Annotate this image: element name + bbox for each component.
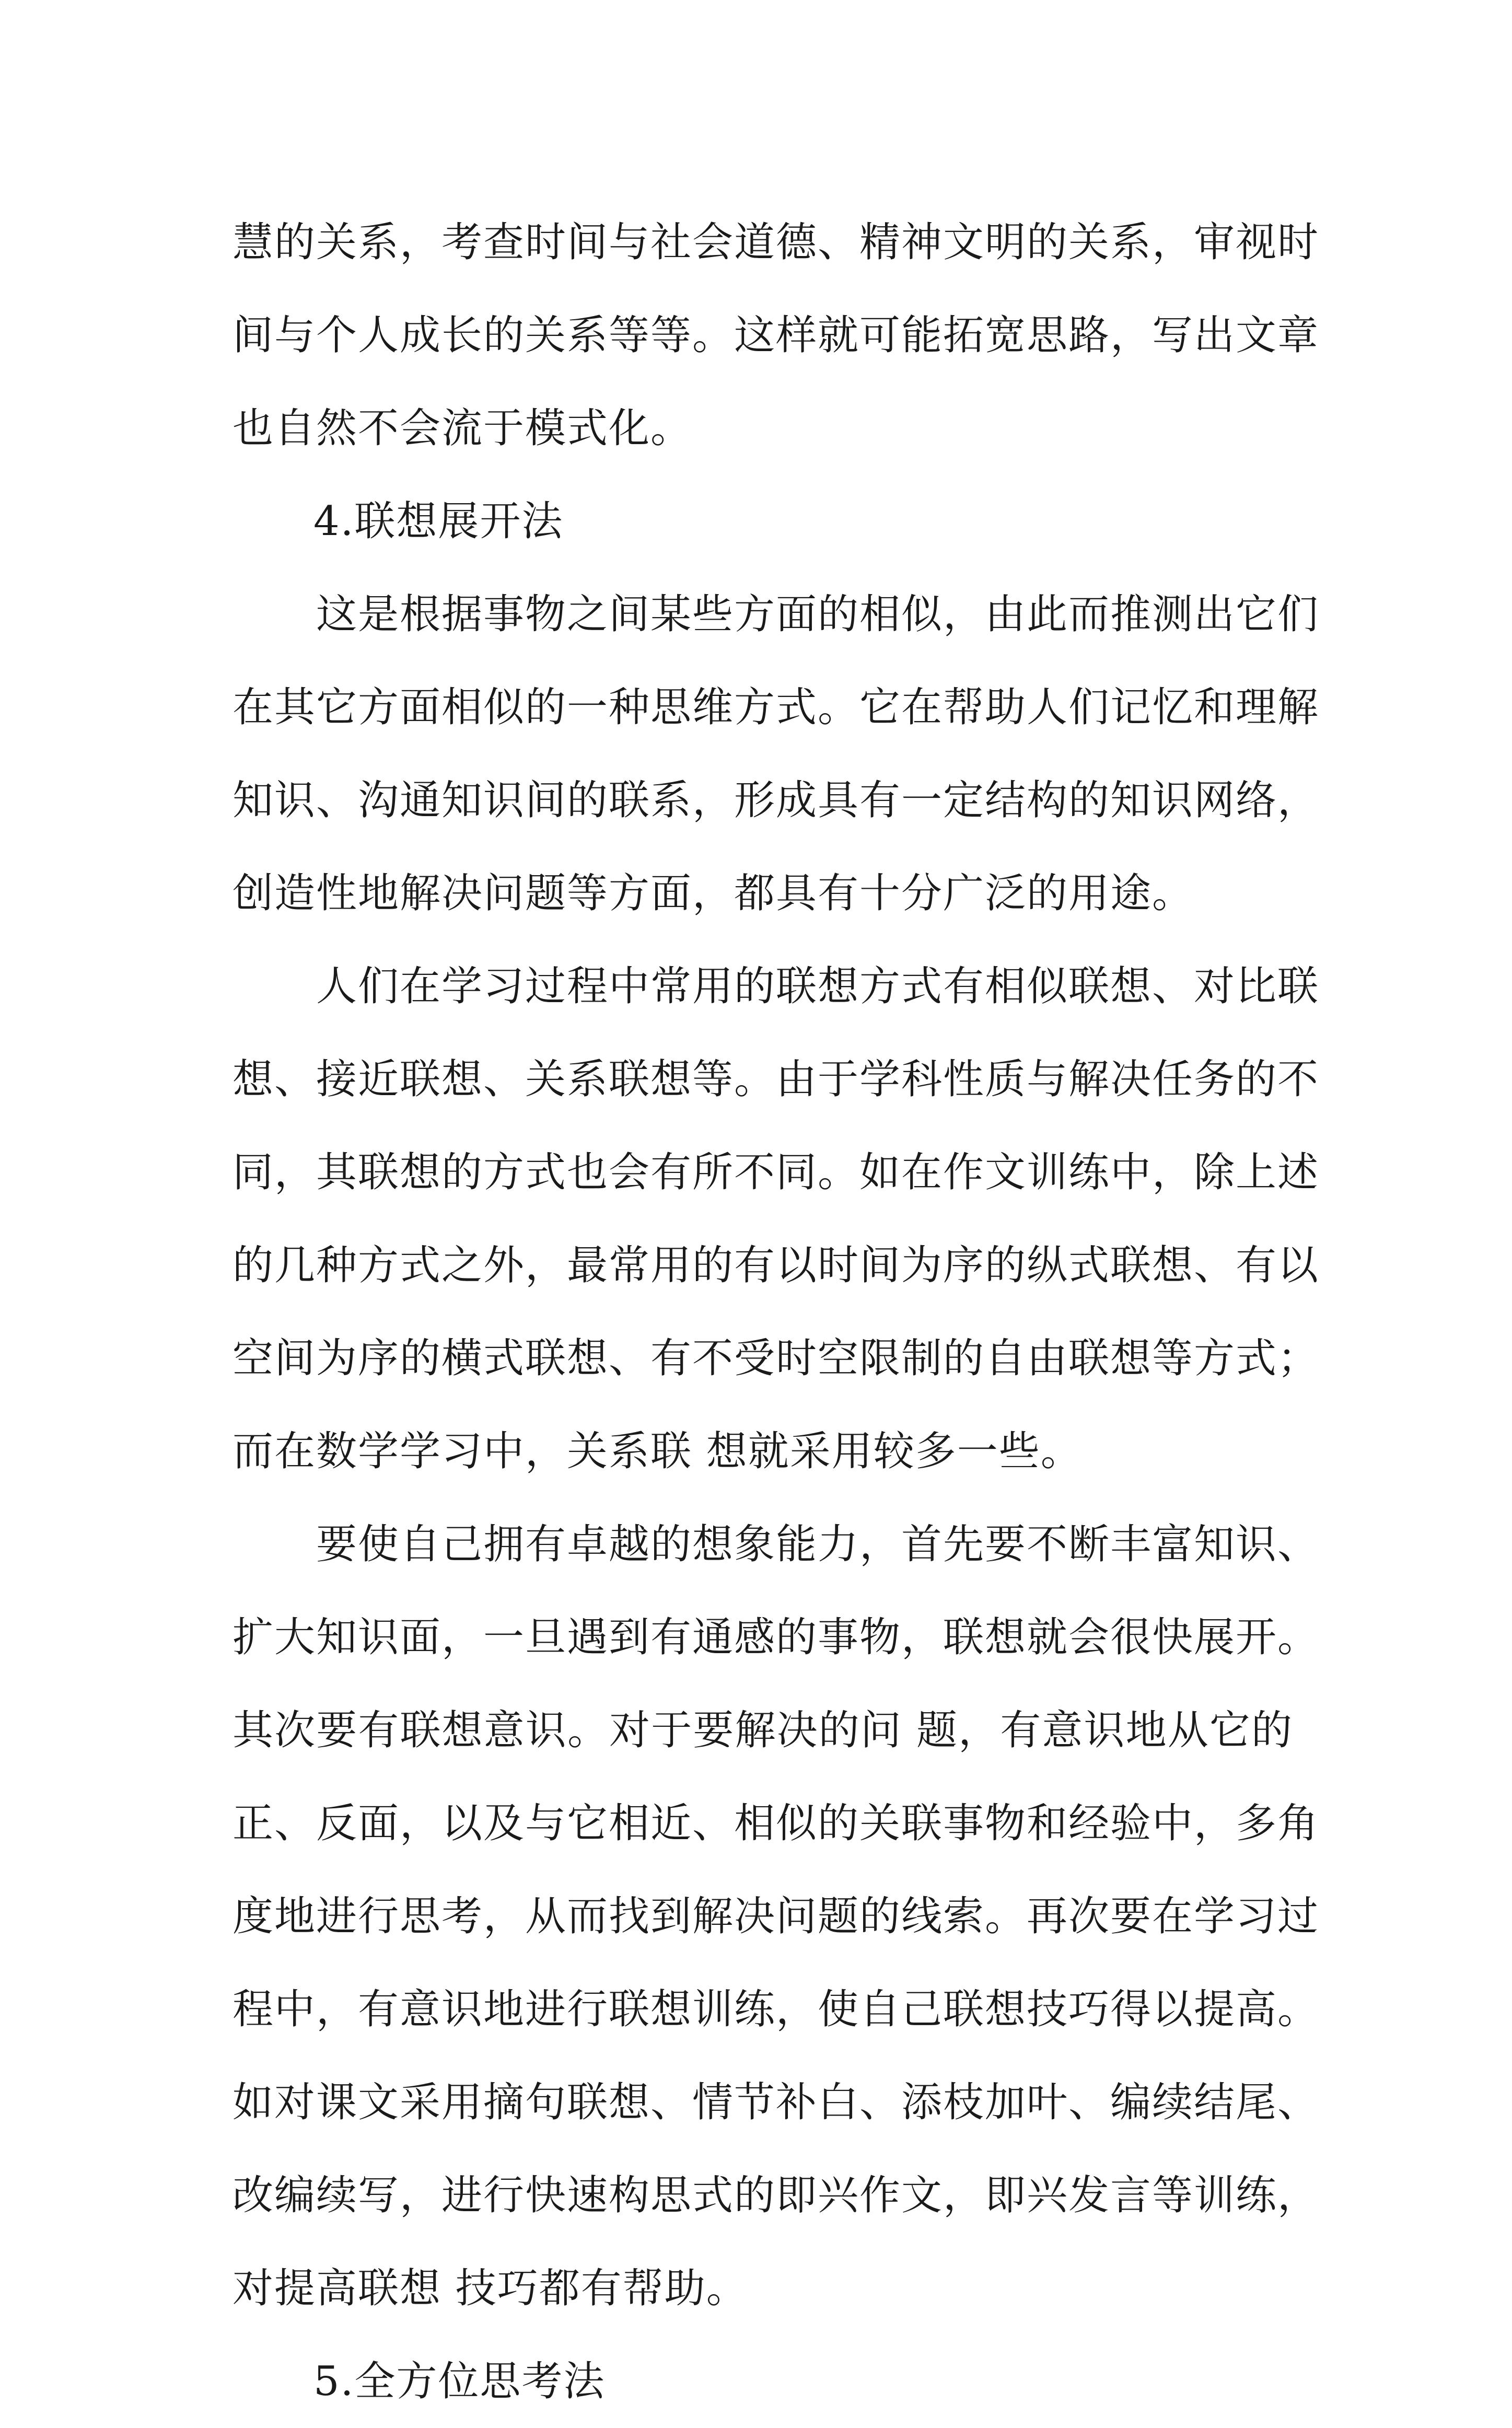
text-line: 而在数学学习中，关系联 想就采用较多一些。 (232, 1428, 1083, 1475)
text-line: 对提高联想 技巧都有帮助。 (232, 2265, 748, 2312)
text-line: 改编续写，进行快速构思式的即兴作文，即兴发言等训练， (232, 2172, 1320, 2219)
paragraph-association-types (232, 940, 1320, 1498)
section-heading-4: 4.联想展开法 (313, 498, 564, 545)
text-line: 慧的关系，考查时间与社会道德、精神文明的关系，审视时 (232, 219, 1320, 266)
text-line: 人们在学习过程中常用的联想方式有相似联想、对比联 (316, 963, 1320, 1010)
paragraph-imagination-methods (232, 1498, 1320, 2335)
text-line: 程中，有意识地进行联想训练，使自己联想技巧得以提高。 (232, 1986, 1320, 2033)
text-line: 也自然不会流于模式化。 (232, 405, 693, 452)
text-line: 在其它方面相似的一种思维方式。它在帮助人们记忆和理解 (232, 684, 1320, 731)
text-line: 这是根据事物之间某些方面的相似，由此而推测出它们 (316, 591, 1320, 638)
paragraph-continued (232, 196, 1320, 475)
paragraph-association-definition (232, 568, 1320, 940)
text-line: 正、反面，以及与它相近、相似的关联事物和经验中，多角 (232, 1800, 1320, 1847)
text-line: 创造性地解决问题等方面，都具有十分广泛的用途。 (232, 870, 1194, 917)
text-line: 想、接近联想、关系联想等。由于学科性质与解决任务的不 (232, 1056, 1320, 1103)
text-line: 间与个人成长的关系等等。这样就可能拓宽思路，写出文章 (232, 312, 1320, 359)
text-line: 的几种方式之外，最常用的有以时间为序的纵式联想、有以 (232, 1242, 1320, 1289)
text-line: 知识、沟通知识间的联系，形成具有一定结构的知识网络， (232, 777, 1320, 824)
section-heading-5: 5.全方位思考法 (313, 2358, 606, 2405)
text-line: 空间为序的横式联想、有不受时空限制的自由联想等方式； (232, 1335, 1320, 1382)
text-line: 度地进行思考，从而找到解决问题的线索。再次要在学习过 (232, 1893, 1320, 1940)
text-line: 扩大知识面，一旦遇到有通感的事物，联想就会很快展开。 (232, 1614, 1320, 1661)
document-body (232, 196, 1320, 2428)
text-line: 其次要有联想意识。对于要解决的问 题，有意识地从它的 (232, 1707, 1293, 1754)
text-line: 要使自己拥有卓越的想象能力，首先要不断丰富知识、 (316, 1521, 1320, 1568)
text-line: 如对课文采用摘句联想、情节补白、添枝加叶、编续结尾、 (232, 2079, 1320, 2126)
text-line: 同，其联想的方式也会有所不同。如在作文训练中，除上述 (232, 1149, 1320, 1196)
